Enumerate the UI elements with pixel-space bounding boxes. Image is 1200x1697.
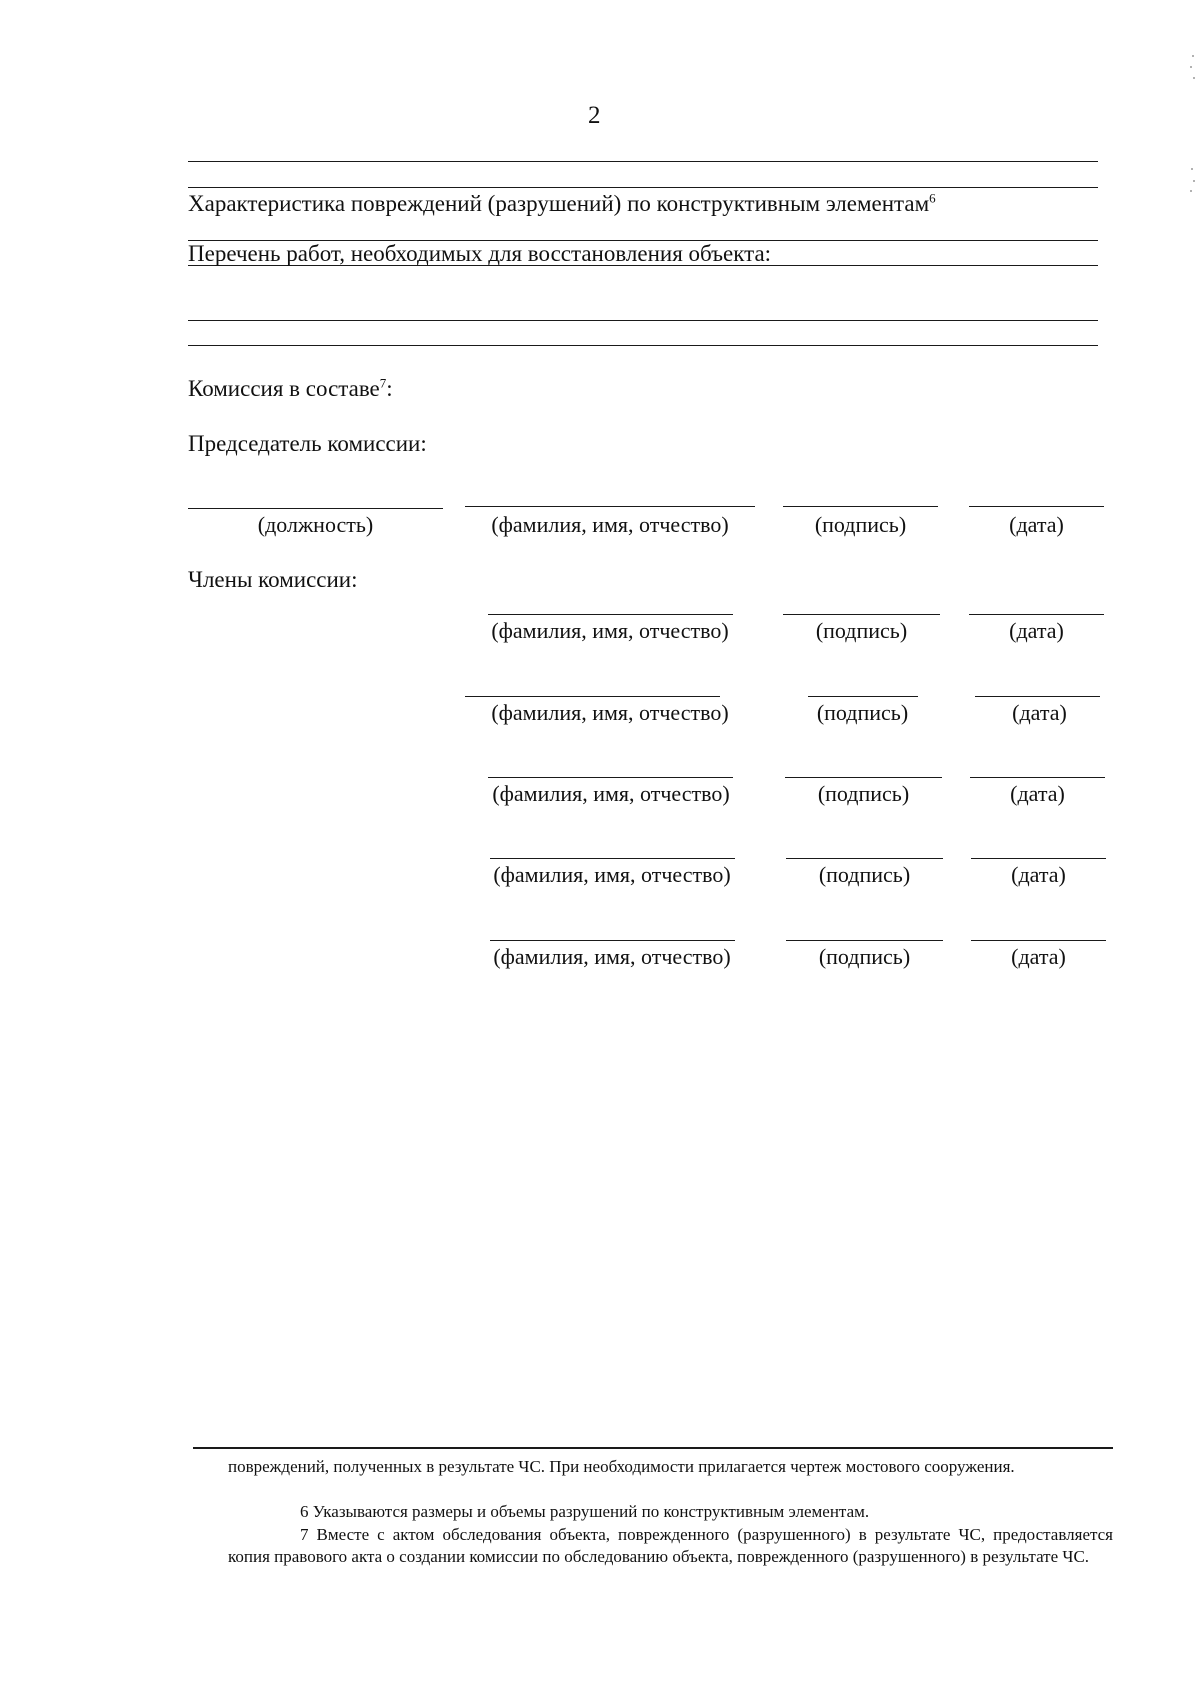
name-line bbox=[465, 506, 755, 507]
damage-characteristics-label bbox=[188, 190, 936, 218]
blank-line bbox=[188, 345, 1098, 346]
name-line bbox=[488, 614, 733, 615]
name-line bbox=[465, 696, 720, 697]
signature-line bbox=[785, 777, 942, 778]
page-number: 2 bbox=[588, 102, 601, 129]
signature-caption: (подпись) bbox=[818, 862, 911, 887]
works-list-label: Перечень работ, необходимых для восстановления объекта: bbox=[188, 241, 772, 266]
name-caption: (фамилия, имя, отчество) bbox=[492, 781, 730, 806]
signature-line bbox=[808, 696, 918, 697]
name-line bbox=[488, 777, 733, 778]
footnote-7: 7 Вместе с актом обследования объекта, поврежденного (разрушенного) в результате ЧС, предоставляется копия правового акта о создании комиссии по обследованию объекта, поврежденного (разрушенного) в результате ЧС. bbox=[228, 1525, 1113, 1566]
scan-speck bbox=[1190, 190, 1192, 192]
date-line bbox=[971, 858, 1106, 859]
date-line bbox=[969, 614, 1104, 615]
scan-speck bbox=[1193, 77, 1195, 79]
footnote-6: 6 Указываются размеры и объемы разрушений по конструктивным элементам. bbox=[300, 1502, 870, 1521]
blank-line bbox=[188, 187, 1098, 188]
footnote-continuation: повреждений, полученных в результате ЧС. При необходимости прилагается чертеж мостового сооружения. bbox=[228, 1457, 1015, 1476]
date-caption: (дата) bbox=[1009, 618, 1064, 643]
name-line bbox=[490, 858, 735, 859]
date-caption: (дата) bbox=[1011, 862, 1066, 887]
signature-caption: (подпись) bbox=[816, 700, 909, 725]
commission-colon: : bbox=[386, 376, 393, 401]
scan-speck bbox=[1191, 168, 1193, 170]
date-caption: (дата) bbox=[1011, 944, 1066, 969]
signature-line bbox=[786, 858, 943, 859]
scan-speck bbox=[1192, 55, 1194, 57]
signature-caption: (подпись) bbox=[817, 781, 910, 806]
damage-characteristics-text: Характеристика повреждений (разрушений) по конструктивным элементам bbox=[188, 191, 930, 216]
signature-line bbox=[783, 506, 938, 507]
position-caption: (должность) bbox=[257, 512, 374, 537]
commission-text: Комиссия в составе bbox=[188, 376, 380, 401]
date-caption: (дата) bbox=[1012, 700, 1067, 725]
signature-caption: (подпись) bbox=[814, 512, 907, 537]
members-label: Члены комиссии: bbox=[188, 567, 358, 592]
date-line bbox=[975, 696, 1100, 697]
name-caption: (фамилия, имя, отчество) bbox=[491, 512, 729, 537]
signature-line bbox=[786, 940, 943, 941]
signature-caption: (подпись) bbox=[818, 944, 911, 969]
name-line bbox=[490, 940, 735, 941]
signature-line bbox=[783, 614, 940, 615]
footnote-ref-7: 7 bbox=[379, 375, 387, 391]
date-caption: (дата) bbox=[1010, 781, 1065, 806]
date-line bbox=[969, 506, 1104, 507]
chairman-label: Председатель комиссии: bbox=[188, 431, 427, 456]
date-line bbox=[971, 940, 1106, 941]
blank-line bbox=[188, 320, 1098, 321]
scan-speck bbox=[1193, 180, 1195, 182]
date-line bbox=[970, 777, 1105, 778]
commission-label bbox=[188, 375, 393, 403]
date-caption: (дата) bbox=[1009, 512, 1064, 537]
footnote-ref-6: 6 bbox=[929, 190, 936, 206]
name-caption: (фамилия, имя, отчество) bbox=[491, 618, 729, 643]
signature-caption: (подпись) bbox=[815, 618, 908, 643]
position-line bbox=[188, 508, 443, 509]
footnote-separator bbox=[193, 1447, 1113, 1449]
blank-line bbox=[188, 161, 1098, 162]
scan-speck bbox=[1190, 66, 1192, 68]
name-caption: (фамилия, имя, отчество) bbox=[491, 700, 729, 725]
name-caption: (фамилия, имя, отчество) bbox=[493, 862, 731, 887]
name-caption: (фамилия, имя, отчество) bbox=[493, 944, 731, 969]
